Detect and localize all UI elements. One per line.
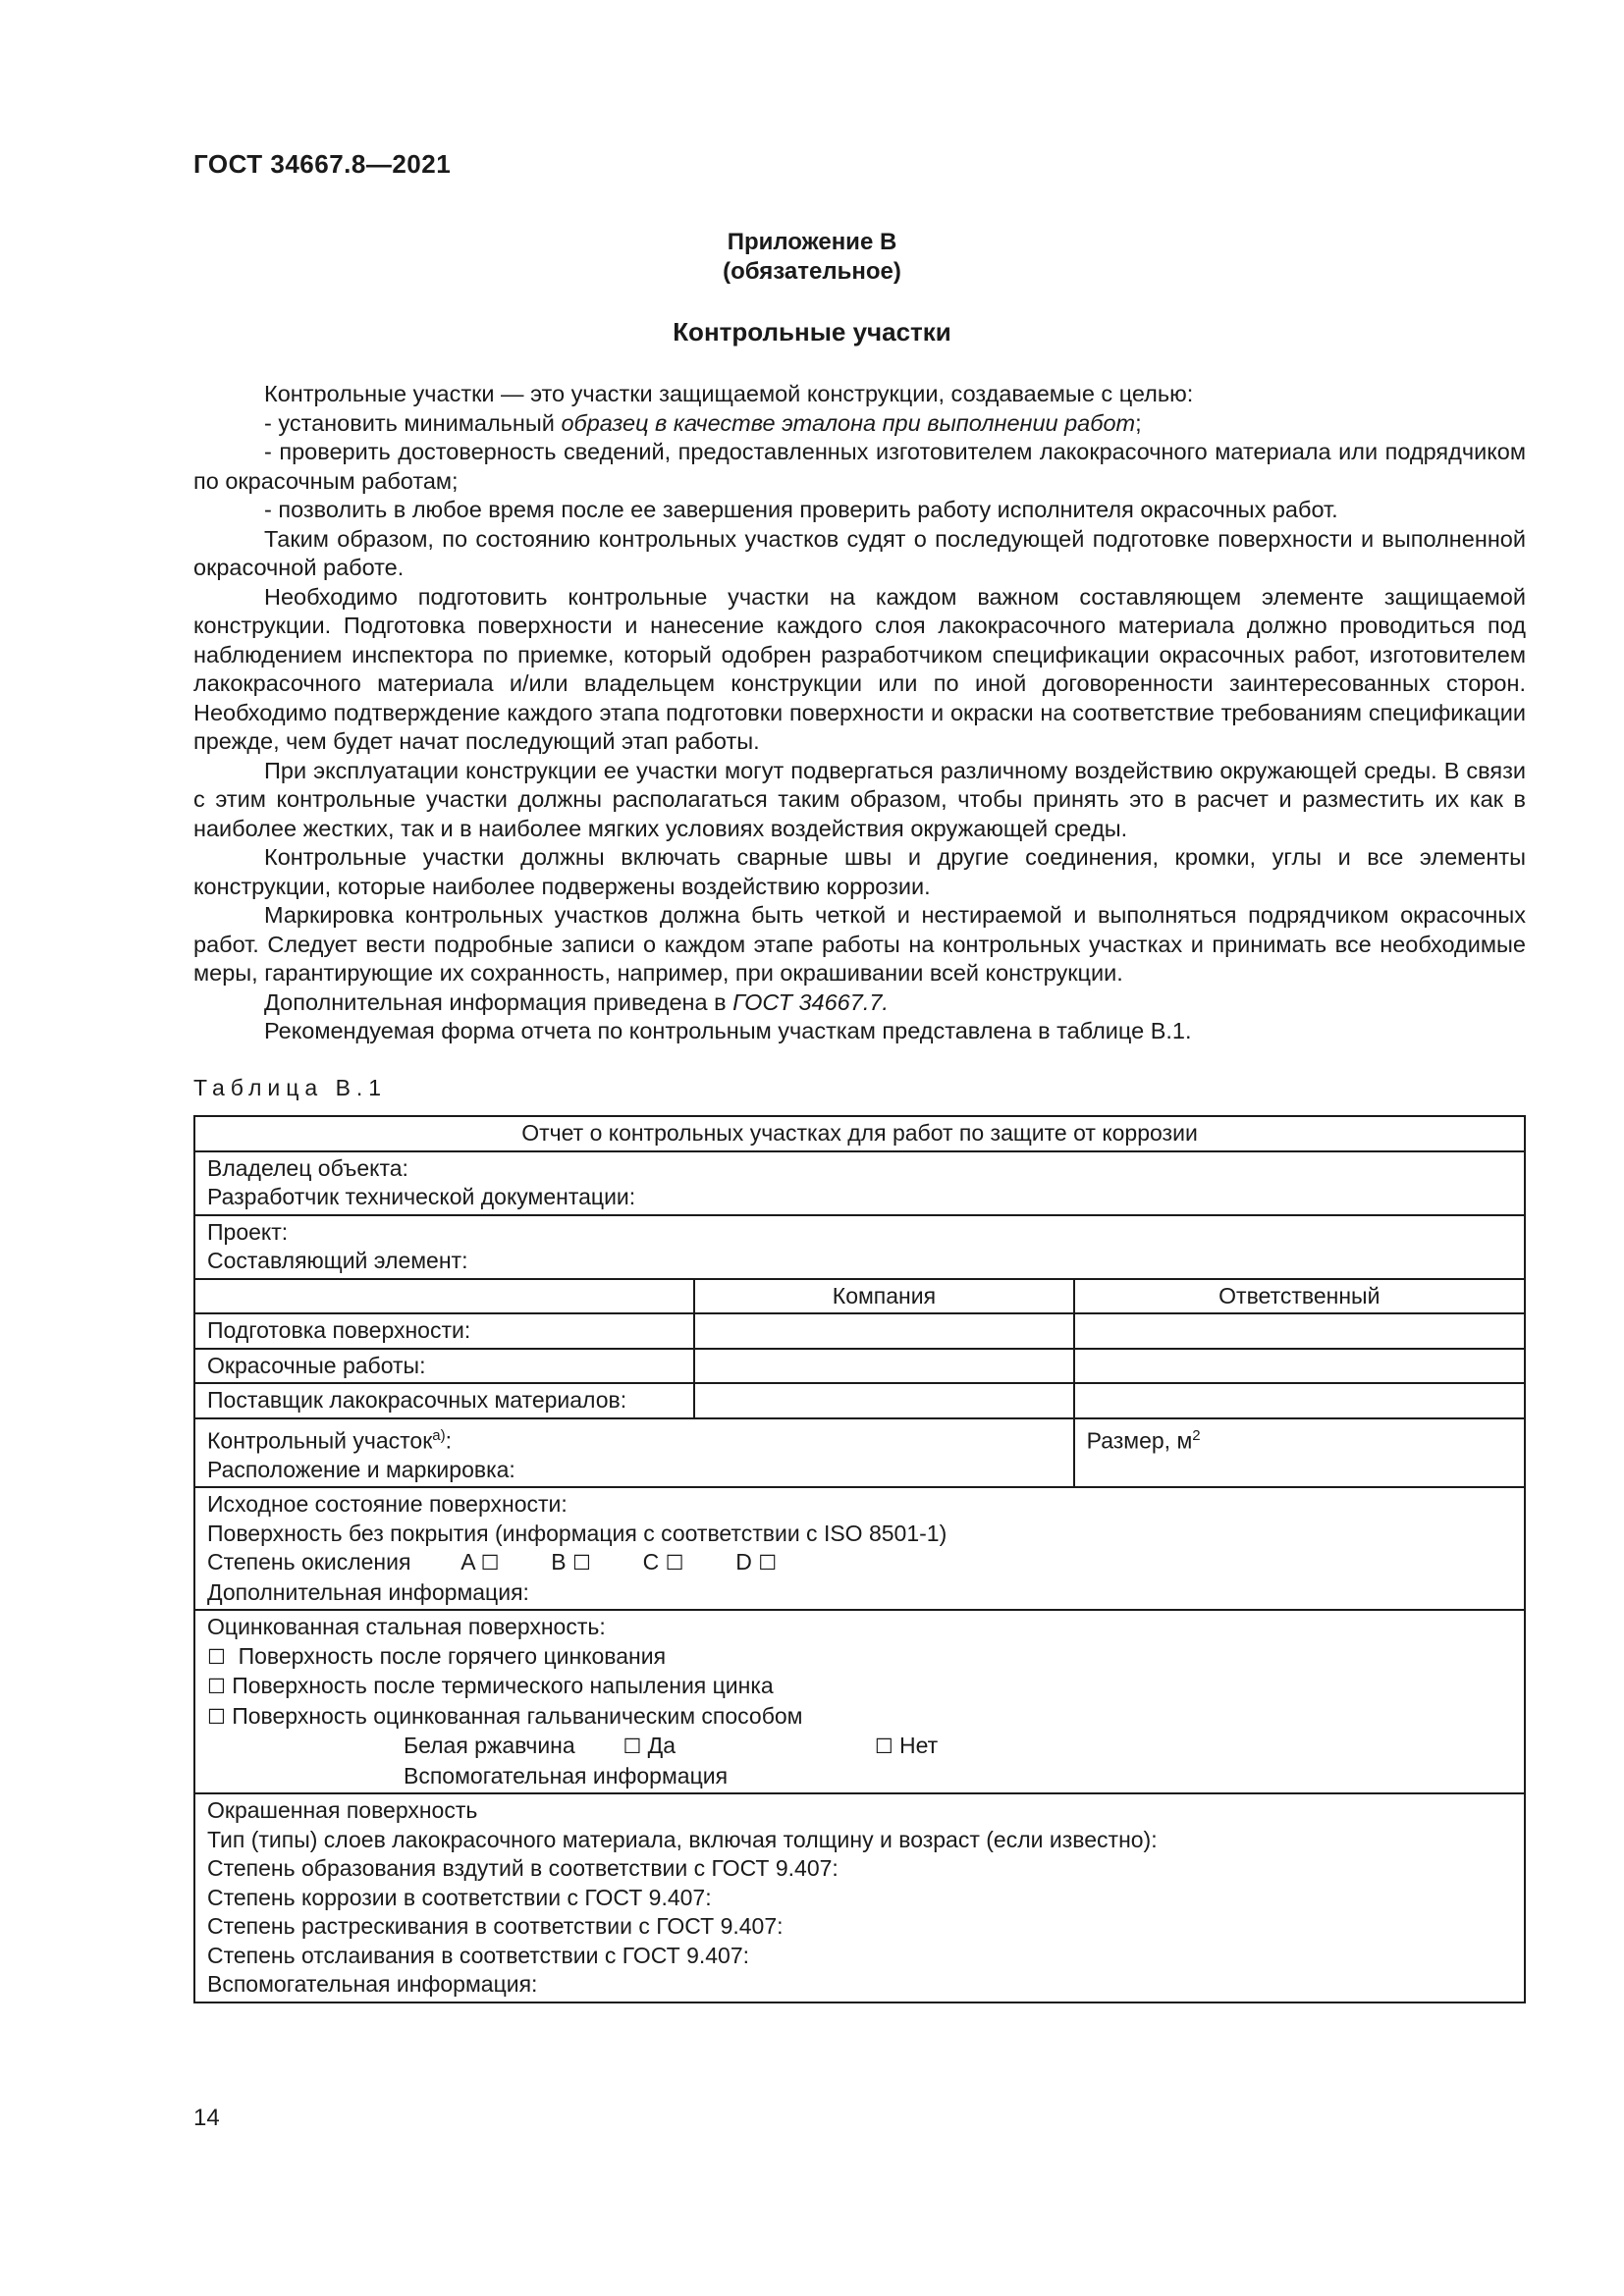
white-rust-label: Белая ржавчина — [404, 1733, 575, 1759]
grade-c-label: C — [642, 1549, 660, 1575]
corrosion-label: Степень коррозии в соответствии с ГОСТ 9.407: — [207, 1884, 712, 1910]
owner-cell — [194, 1151, 1525, 1215]
aux-info-label: Вспомогательная информация — [404, 1762, 729, 1789]
row-label-surface-prep: Подготовка поверхности: — [194, 1313, 694, 1349]
responsible-cell — [1074, 1349, 1525, 1384]
paragraph: Таким образом, по состоянию контрольных участков судят о последующей подготовке поверхности и выполненной окрасочной работе. — [193, 525, 1526, 580]
galv-thermal-label: Поверхность после термического напыления цинка — [232, 1673, 774, 1699]
galv-electro-label: Поверхность оцинкованная гальваническим способом — [232, 1702, 803, 1729]
galv-hot-label: Поверхность после горячего цинкования — [238, 1642, 667, 1669]
initial-state-label: Исходное состояние поверхности: — [207, 1491, 568, 1518]
oxidation-label: Степень окисления — [207, 1549, 411, 1575]
grade-a-checkbox[interactable]: ☐ — [480, 1551, 500, 1575]
gost-reference: ГОСТ 34667.7. — [732, 988, 889, 1015]
table-caption: Таблица В.1 — [193, 1075, 388, 1100]
row-label-painting: Окрасочные работы: — [194, 1349, 694, 1384]
report-table — [193, 1115, 1526, 2003]
galv-electro-option — [207, 1702, 1512, 1733]
paragraph — [193, 409, 1526, 439]
grade-b-checkbox[interactable]: ☐ — [572, 1551, 591, 1575]
table-row — [194, 1151, 1525, 1215]
text-span: Контрольный участок — [207, 1427, 433, 1454]
paragraph: Рекомендуемая форма отчета по контрольным участкам представлена в таблице В.1. — [264, 1018, 1192, 1043]
paragraph: - проверить достоверность сведений, предоставленных изготовителем лакокрасочного материала или подрядчиком по окрасочным работам; — [193, 439, 1526, 494]
text-span: ; — [1135, 409, 1142, 436]
appendix-status: (обязательное) — [723, 258, 901, 285]
table-row — [194, 1793, 1525, 2002]
galv-thermal-option — [207, 1672, 1512, 1702]
section-title: Контрольные участки — [673, 317, 951, 347]
page-number: 14 — [193, 2105, 220, 2131]
size-exponent: 2 — [1192, 1426, 1201, 1444]
galv-hot-checkbox[interactable]: ☐ — [207, 1644, 226, 1669]
galv-hot-option — [207, 1642, 1512, 1673]
footnote-marker: а) — [432, 1426, 446, 1444]
oxidation-row — [207, 1548, 1512, 1578]
table-row — [194, 1349, 1525, 1384]
painted-surface-cell — [194, 1793, 1525, 2002]
empty-cell — [194, 1279, 694, 1314]
galv-thermal-checkbox[interactable]: ☐ — [207, 1675, 226, 1699]
table-row — [194, 1279, 1525, 1314]
control-area-label — [207, 1421, 1061, 1456]
paragraph: При эксплуатации конструкции ее участки могут подвергаться различному воздействию окружающей среды. В связи с этим контрольные участки должны располагаться таким образом, чтобы принять это в расчет и разместить их как в наиболее жестких, так и в наиболее мягких условиях воздействия окружающей среды. — [193, 757, 1526, 841]
column-header-company: Компания — [694, 1279, 1073, 1314]
responsible-cell — [1074, 1383, 1525, 1418]
text-span: : — [445, 1427, 453, 1454]
paragraph: Контрольные участки должны включать сварные швы и другие соединения, кромки, углы и все элементы конструкции, которые наиболее подвержены воздействию коррозии. — [193, 844, 1526, 899]
italic-text: образец в качестве эталона при выполнении работ — [561, 409, 1136, 436]
paragraph: Маркировка контрольных участков должна быть четкой и нестираемой и выполняться подрядчиком окрасочных работ. Следует вести подробные записи о каждом этапе работы на контрольных участках и принимать все необходимые меры, гарантирующие их сохранность, например, при окрашивании всей конструкции. — [193, 902, 1526, 986]
flaking-label: Степень отслаивания в соответствии с ГОСТ 9.407: — [207, 1942, 750, 1968]
aux-info-colon-label: Вспомогательная информация: — [207, 1971, 538, 1998]
project-cell — [194, 1215, 1525, 1279]
painted-title: Окрашенная поверхность — [207, 1797, 478, 1824]
additional-info-label: Дополнительная информация: — [207, 1578, 529, 1605]
galv-electro-checkbox[interactable]: ☐ — [207, 1704, 226, 1729]
white-rust-no-label: Нет — [899, 1733, 939, 1759]
paragraph: - позволить в любое время после ее завершения проверить работу исполнителя окрасочных работ. — [264, 497, 1338, 522]
table-row — [194, 1487, 1525, 1610]
galvanized-cell — [194, 1610, 1525, 1793]
company-cell — [694, 1313, 1073, 1349]
uncoated-label: Поверхность без покрытия (информация с соответствии с ISO 8501-1) — [207, 1520, 947, 1546]
row-label-supplier: Поставщик лакокрасочных материалов: — [194, 1383, 694, 1418]
paragraph: Необходимо подготовить контрольные участки на каждом важном составляющем элементе защищаемой конструкции. Подготовка поверхности и нанесение каждого слоя лакокрасочного материала должно проводиться под наблюдением инспектора по приемке, который одобрен разработчиком спецификации окрасочных работ, изготовителем лакокрасочного материала и/или владельцем конструкции или по иной договоренности заинтересованных сторон. Необходимо подтверждение каждого этапа подготовки поверхности и окраски на соответствие требованиям спецификации прежде, чем будет начат последующий этап работы. — [193, 583, 1526, 754]
table-row — [194, 1215, 1525, 1279]
table-row — [194, 1116, 1525, 1151]
paint-types-label: Тип (типы) слоев лакокрасочного материала, включая толщину и возраст (если известно): — [207, 1826, 1158, 1852]
galvanized-title: Оцинкованная стальная поверхность: — [207, 1614, 606, 1640]
appendix-title: Приложение В — [727, 229, 897, 255]
grade-b-label: B — [551, 1549, 567, 1575]
company-cell — [694, 1349, 1073, 1384]
text-span: Дополнительная информация приведена в — [264, 988, 733, 1015]
appendix-heading — [0, 228, 1624, 287]
initial-state-cell — [194, 1487, 1525, 1610]
table-title: Отчет о контрольных участках для работ по защите от коррозии — [194, 1116, 1525, 1151]
owner-label: Владелец объекта: — [207, 1154, 408, 1181]
white-rust-yes-label: Да — [647, 1733, 677, 1759]
white-rust-yes-checkbox[interactable]: ☐ — [623, 1735, 642, 1759]
project-label: Проект: — [207, 1218, 289, 1245]
document-id: ГОСТ 34667.8—2021 — [193, 149, 452, 179]
table-row — [194, 1313, 1525, 1349]
cracking-label: Степень растрескивания в соответствии с ГОСТ 9.407: — [207, 1913, 784, 1940]
white-rust-row — [207, 1732, 1512, 1762]
column-header-responsible: Ответственный — [1074, 1279, 1525, 1314]
table-row — [194, 1418, 1525, 1488]
grade-a-label: A — [460, 1549, 475, 1575]
paragraph: Контрольные участки — это участки защищаемой конструкции, создаваемые с целью: — [264, 381, 1194, 406]
size-label: Размер, м — [1086, 1427, 1193, 1454]
grade-c-checkbox[interactable]: ☐ — [665, 1551, 684, 1575]
size-cell — [1074, 1418, 1525, 1488]
white-rust-no-checkbox[interactable]: ☐ — [874, 1735, 893, 1759]
body-text — [193, 380, 1526, 1046]
company-cell — [694, 1383, 1073, 1418]
location-label: Расположение и маркировка: — [207, 1456, 515, 1482]
grade-d-label: D — [735, 1549, 752, 1575]
paragraph — [193, 988, 1526, 1018]
grade-d-checkbox[interactable]: ☐ — [758, 1551, 778, 1575]
blistering-label: Степень образования вздутий в соответствии с ГОСТ 9.407: — [207, 1855, 839, 1882]
table-row — [194, 1610, 1525, 1793]
developer-label: Разработчик технической документации: — [207, 1184, 636, 1209]
control-area-cell — [194, 1418, 1074, 1488]
component-label: Составляющий элемент: — [207, 1248, 468, 1273]
responsible-cell — [1074, 1313, 1525, 1349]
text-span: - установить минимальный — [264, 409, 562, 436]
table-row — [194, 1383, 1525, 1418]
